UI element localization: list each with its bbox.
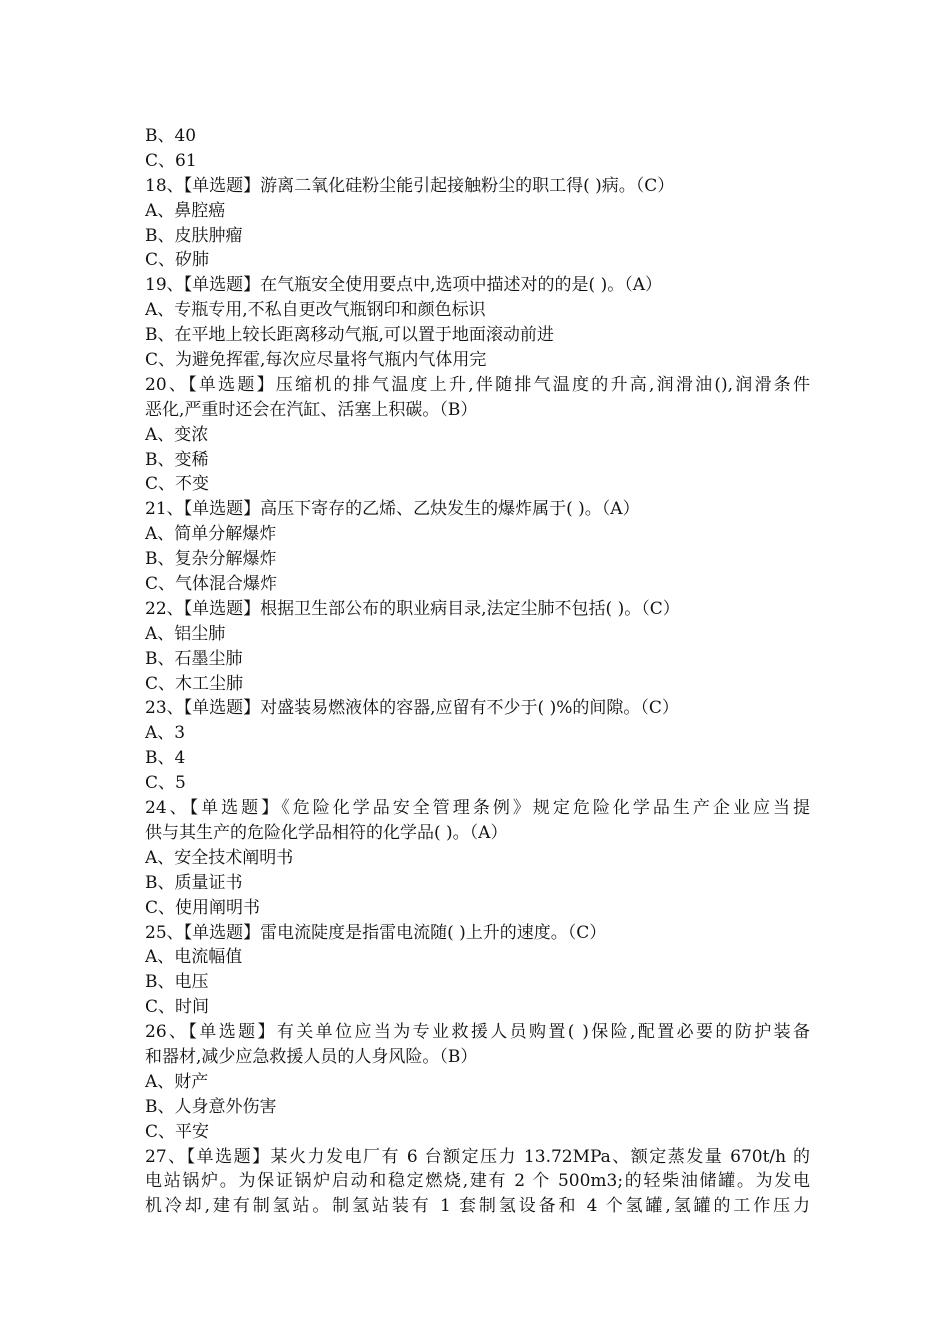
answer-option: C、不变 bbox=[145, 474, 210, 495]
answer-option: B、40 bbox=[145, 126, 197, 146]
question-line: 和器材,减少应急救援人员的人身风险。（B） bbox=[145, 1046, 478, 1067]
answer-option: A、专瓶专用,不私自更改气瓶钢印和颜色标识 bbox=[145, 300, 486, 321]
answer-option: A、变浓 bbox=[145, 424, 209, 445]
answer-option: B、质量证书 bbox=[145, 872, 243, 893]
question-line: 恶化,严重时还会在汽缸、活塞上积碳。（B） bbox=[145, 399, 478, 420]
answer-option: A、鼻腔癌 bbox=[145, 200, 226, 221]
question-line: 20、【单选题】压缩机的排气温度上升,伴随排气温度的升高,润滑油(),润滑条件 bbox=[145, 374, 810, 395]
answer-option: C、平安 bbox=[145, 1121, 210, 1142]
question-line: 27、【单选题】某火力发电厂有 6 台额定压力 13.72MPa、额定蒸发量 670t/h 的 bbox=[145, 1146, 810, 1167]
answer-option: A、简单分解爆炸 bbox=[145, 524, 277, 545]
answer-option: C、时间 bbox=[145, 997, 210, 1018]
answer-option: C、矽肺 bbox=[145, 250, 210, 271]
answer-option: B、复杂分解爆炸 bbox=[145, 549, 277, 570]
question-line: 21、【单选题】高压下寄存的乙烯、乙炔发生的爆炸属于( )。（A） bbox=[145, 499, 640, 520]
answer-option: B、人身意外伤害 bbox=[145, 1096, 277, 1117]
answer-option: B、在平地上较长距离移动气瓶,可以置于地面滚动前进 bbox=[145, 325, 554, 346]
question-line: 23、【单选题】对盛装易燃液体的容器,应留有不少于( )%的间隙。（C） bbox=[145, 698, 679, 719]
question-line: 26、【单选题】有关单位应当为专业救援人员购置( )保险,配置必要的防护装备 bbox=[145, 1022, 810, 1043]
question-list bbox=[145, 124, 810, 1219]
answer-option: C、气体混合爆炸 bbox=[145, 574, 278, 595]
answer-option: A、电流幅值 bbox=[145, 947, 243, 968]
question-line: 19、【单选题】在气瓶安全使用要点中,选项中描述对的的是( )。（A） bbox=[145, 275, 662, 296]
answer-option: B、4 bbox=[145, 748, 186, 769]
answer-option: C、为避免挥霍,每次应尽量将气瓶内气体用完 bbox=[145, 350, 487, 371]
document-page bbox=[145, 124, 810, 1219]
question-line: 22、【单选题】根据卫生部公布的职业病目录,法定尘肺不包括( )。（C） bbox=[145, 598, 680, 619]
question-line: 供与其生产的危险化学品相符的化学品( )。（A） bbox=[145, 822, 508, 843]
answer-option: B、变稀 bbox=[145, 449, 209, 470]
question-line: 18、【单选题】游离二氧化硅粉尘能引起接触粉尘的职工得( )病。（C） bbox=[145, 175, 675, 196]
answer-option: B、石墨尘肺 bbox=[145, 648, 243, 669]
question-line: 机冷却,建有制氢站。制氢站装有 1 套制氢设备和 4 个氢罐,氢罐的工作压力 bbox=[145, 1196, 810, 1217]
answer-option: B、皮肤肿瘤 bbox=[145, 225, 243, 246]
answer-option: A、安全技术阐明书 bbox=[145, 847, 294, 868]
answer-option: C、使用阐明书 bbox=[145, 897, 261, 918]
question-line: 电站锅炉。为保证锅炉启动和稳定燃烧,建有 2 个 500m3;的轻柴油储罐。为发电 bbox=[145, 1171, 810, 1192]
answer-option: C、61 bbox=[145, 150, 197, 171]
answer-option: A、财产 bbox=[145, 1071, 209, 1092]
answer-option: A、3 bbox=[145, 723, 186, 744]
answer-option: B、电压 bbox=[145, 972, 209, 993]
question-line: 24、【单选题】《危险化学品安全管理条例》规定危险化学品生产企业应当提 bbox=[145, 798, 810, 819]
answer-option: C、木工尘肺 bbox=[145, 673, 244, 694]
answer-option: A、铝尘肺 bbox=[145, 623, 226, 644]
answer-option: C、5 bbox=[145, 773, 186, 794]
question-line: 25、【单选题】雷电流陡度是指雷电流随( )上升的速度。（C） bbox=[145, 922, 607, 943]
